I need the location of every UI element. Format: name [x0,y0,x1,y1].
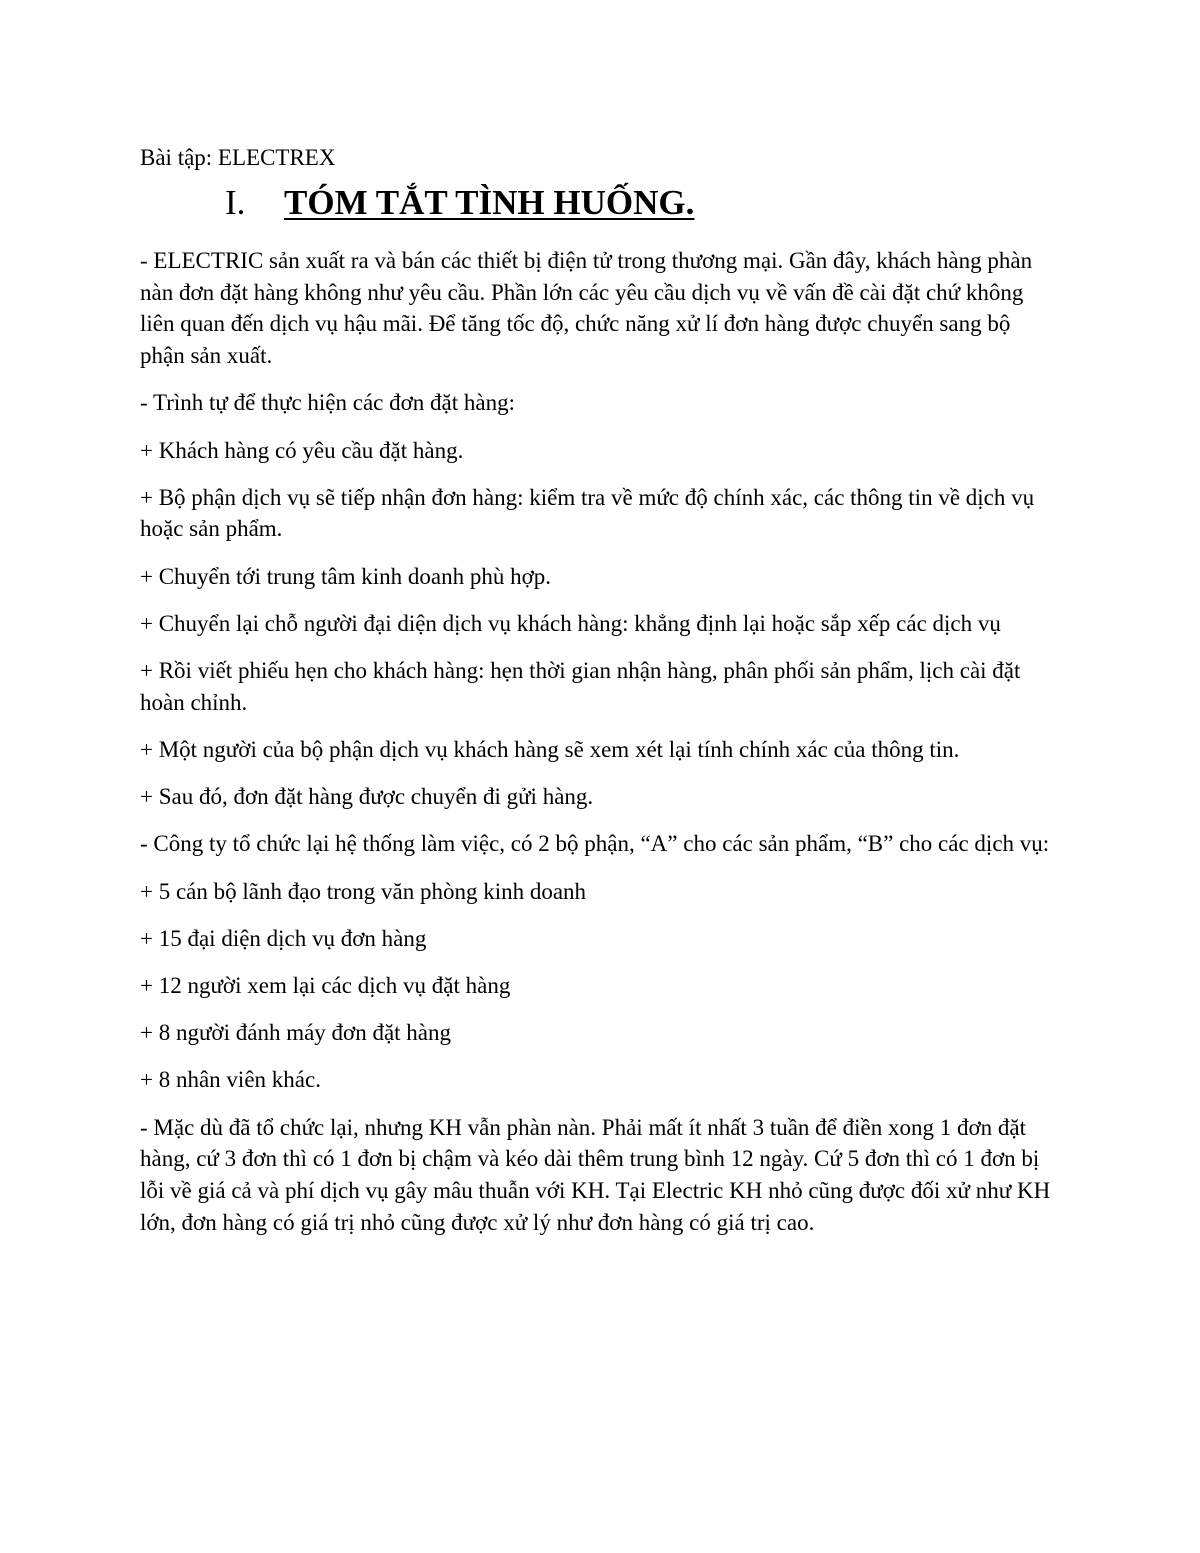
list-item-staff: + 5 cán bộ lãnh đạo trong văn phòng kinh doanh [140,878,587,904]
section-heading [140,179,1055,231]
paragraph-intro: - ELECTRIC sản xuất ra và bán các thiết bị điện tử trong thương mại. Gần đây, khách hàng phàn nàn đơn đặt hàng không như yêu cầu. Phần lớn các yêu cầu dịch vụ về vấn đề cài đặt chứ không liên quan đến dịch vụ hậu mãi. Để tăng tốc độ, chức năng xử lí đơn hàng được chuyển sang bộ phận sản xuất. [140,248,1033,369]
paragraph-process-heading: - Trình tự để thực hiện các đơn đặt hàng: [140,390,515,416]
exercise-label: Bài tập: ELECTREX [140,145,336,170]
document-body [140,143,1055,1254]
paragraph-reorganization: - Công ty tổ chức lại hệ thống làm việc, có 2 bộ phận, “A” cho các sản phẩm, “B” cho các dịch vụ: [140,831,1050,857]
list-item-process-step: + Bộ phận dịch vụ sẽ tiếp nhận đơn hàng: kiểm tra về mức độ chính xác, các thông tin về dịch vụ hoặc sản phẩm. [140,484,1035,542]
list-item-process-step: + Sau đó, đơn đặt hàng được chuyển đi gửi hàng. [140,784,594,810]
list-item-process-step: + Rồi viết phiếu hẹn cho khách hàng: hẹn thời gian nhận hàng, phân phối sản phẩm, lịch cài đặt hoàn chỉnh. [140,658,1021,715]
list-item-staff: + 8 người đánh máy đơn đặt hàng [140,1020,452,1046]
section-number: I. [225,183,246,222]
list-item-staff: + 8 nhân viên khác. [140,1067,321,1093]
list-item-process-step: + Một người của bộ phận dịch vụ khách hàng sẽ xem xét lại tính chính xác của thông tin. [140,736,960,762]
list-item-process-step: + Chuyển tới trung tâm kinh doanh phù hợp. [140,563,552,589]
paragraph-complaints: - Mặc dù đã tổ chức lại, nhưng KH vẫn phàn nàn. Phải mất ít nhất 3 tuần để điền xong 1 đơn đặt hàng, cứ 3 đơn thì có 1 đơn bị chậm và kéo dài thêm trung bình 12 ngày. Cứ 5 đơn thì có 1 đơn bị lỗi về giá cả và phí dịch vụ gây mâu thuẫn với KH. Tại Electric KH nhỏ cũng được đối xử như KH lớn, đơn hàng có giá trị nhỏ cũng được xử lý như đơn hàng có giá trị cao. [140,1114,1051,1235]
list-item-staff: + 15 đại diện dịch vụ đơn hàng [140,925,427,951]
list-item-process-step: + Chuyển lại chỗ người đại diện dịch vụ khách hàng: khẳng định lại hoặc sắp xếp các dịch vụ [140,610,1001,636]
list-item-process-step: + Khách hàng có yêu cầu đặt hàng. [140,437,464,463]
section-title: TÓM TẮT TÌNH HUỐNG. [284,183,695,222]
list-item-staff: + 12 người xem lại các dịch vụ đặt hàng [140,972,511,998]
